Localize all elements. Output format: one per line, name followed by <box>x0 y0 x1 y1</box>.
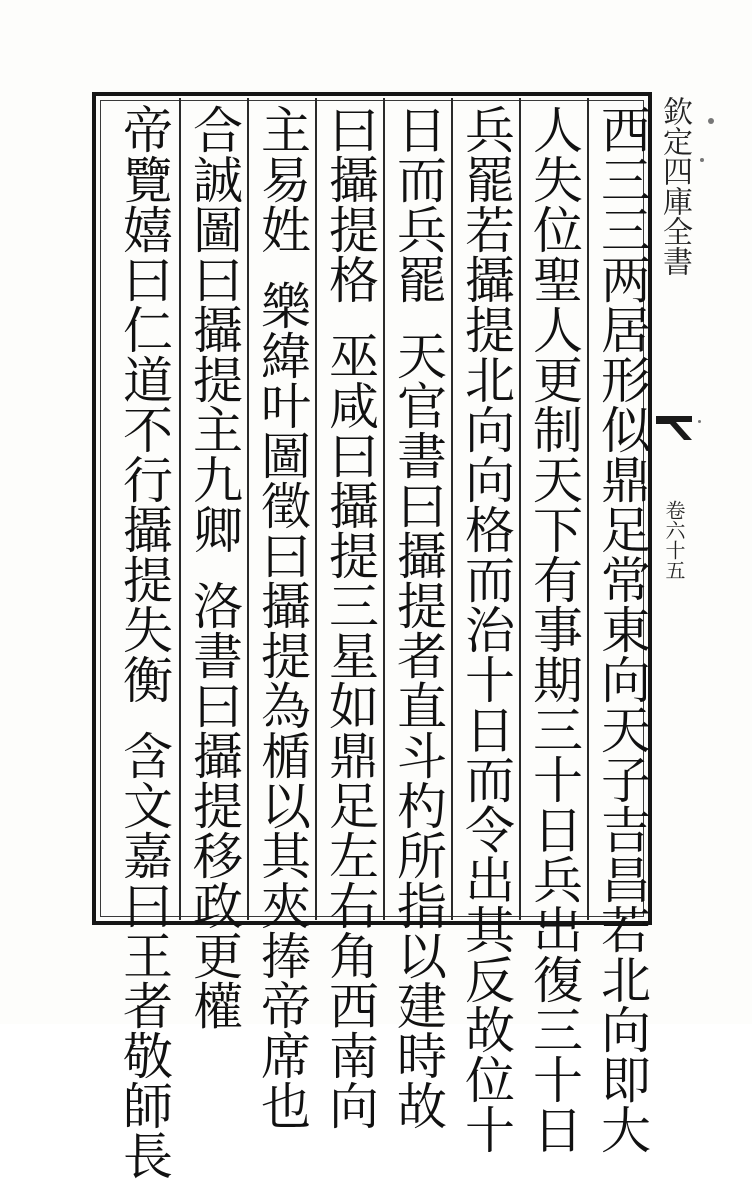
text-column-5 <box>320 104 380 1130</box>
column-rule <box>315 98 317 920</box>
text-segment: 合誠圖曰攝提主九卿 <box>185 104 243 554</box>
text-column-7 <box>184 104 244 1030</box>
ink-speck <box>708 118 714 124</box>
page-margin-label <box>652 92 696 925</box>
ink-speck <box>698 420 701 423</box>
column-rule <box>179 98 181 920</box>
text-segment: 西三三两居形似鼎足常東向天子吉昌若北向即大 <box>593 104 651 1154</box>
text-column-4 <box>388 104 448 1130</box>
text-column-3 <box>456 104 516 1154</box>
book-title: 欽定四庫全書 <box>657 96 692 276</box>
text-column-8 <box>114 104 174 1180</box>
column-rule <box>519 98 521 920</box>
column-rule <box>587 98 589 920</box>
juan-number: 卷六十五 <box>662 500 686 580</box>
column-rule <box>451 98 453 920</box>
text-segment: 日而兵罷 <box>389 104 447 304</box>
text-segment: 帝覽嬉曰仁道不行攝提失衡 <box>115 104 173 704</box>
text-segment: 洛書曰攝提移政更權 <box>185 580 243 1030</box>
fish-tail-mark-icon <box>654 408 694 448</box>
text-column-6 <box>252 104 312 1130</box>
text-segment: 含文嘉曰王者敬師長 <box>115 730 173 1180</box>
text-segment: 天官書曰攝提者直斗杓所指以建時故 <box>389 330 447 1130</box>
text-segment: 曰攝提格 <box>321 104 379 304</box>
text-segment: 人失位聖人更制天下有事期三十日兵出復三十日 <box>525 104 583 1154</box>
text-column-2 <box>524 104 584 1154</box>
ink-speck <box>700 158 704 162</box>
text-segment: 巫咸曰攝提三星如鼎足左右角西南向 <box>321 330 379 1130</box>
column-rule <box>383 98 385 920</box>
column-rule <box>247 98 249 920</box>
text-column-1 <box>592 104 652 1154</box>
text-segment: 樂緯叶圖徵曰攝提為楯以其夾捧帝席也 <box>253 280 311 1130</box>
text-segment: 主易姓 <box>253 104 311 254</box>
text-segment: 兵罷若攝提北向向格而治十日而令出其反故位十 <box>457 104 515 1154</box>
